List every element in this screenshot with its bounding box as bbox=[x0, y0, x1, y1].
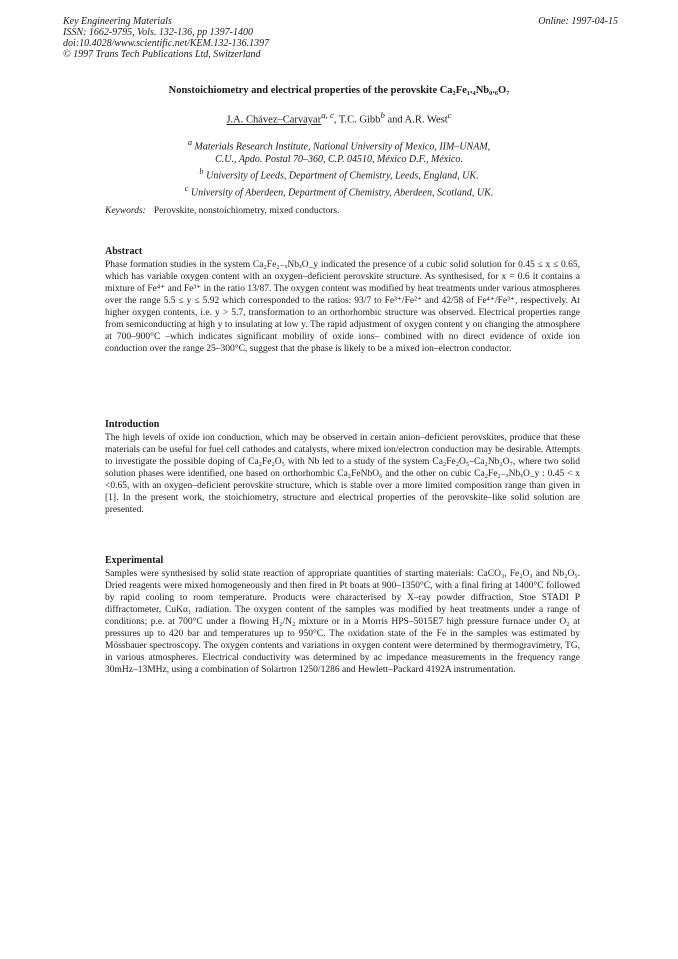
affiliation-line: $^b$ University of Leeds, Department of Chemistry, Leeds, England, UK. bbox=[199, 167, 479, 182]
author-list bbox=[0, 110, 678, 126]
abstract-heading: Abstract bbox=[105, 246, 143, 257]
abstract-body: Phase formation studies in the system Ca₂Fe₂₋ₓNbₓO_y indicated the presence of a cubic solid solution for 0.45 ≤ x ≤ 0.65, which has variable oxygen content with an oxygen–deficient perovskite structure. As synthesised, for x = 0.6 it contains a mixture of Fe⁴⁺ and Fe³⁺ in the ratio 13/87. The oxygen content was modified by heat treatments under various atmospheres over the range 5.5 ≤ y ≤ 5.92 which corresponded to the ratios: 93/7 to Fe³⁺/Fe²⁺ and 42/58 of Fe⁴⁺/Fe³⁺, respectively. At higher oxygen contents, i.e. y > 5.7, transformation to an orthorhombic structure was observed. Electrical properties range from semiconducting at high y to insulating at low y. The rapid adjustment of oxygen content y on changing the atmosphere at 700–900°C –which indicates significant mobility of oxide ions– combined with no direct evidence of oxide ion conduction over the range 25–300°C, suggest that the phase is likely to be a mixed ion–electron conductor. bbox=[105, 260, 580, 354]
affiliations bbox=[0, 137, 678, 200]
journal-header bbox=[63, 16, 269, 60]
experimental-body: Samples were synthesised by solid state reaction of appropriate quantities of starting materials: CaCO₃, Fe₂O₃ and Nb₂O₅. Dried reagents were mixed homogeneously and then fired in Pt boats at 900–1350°C, with a final firing at 1400°C followed by rapid cooling to room temperature. Products were characterised by X–ray powder diffraction, Stoe STADI P diffractometer, CuKα₁ radiation. The oxygen content of the samples was modified by heat treatments under a range of conditions; p.e. at 700°C under a flowing H₂/N₂ mixture or in a Morris HPS–5015E7 high pressure furnace under O₂ at pressures up to 420 bar and temperatures up to 950°C. The oxidation state of the Fe in the samples was estimated by Mössbauer spectroscopy. The oxygen contents and variations in oxygen content were determined by thermogravimetry, TG, in various atmospheres. Electrical conductivity was determined by ac impedance measurements in the frequency range 30mHz–13MHz, using a combination of Solartron 1250/1286 and Hewlett–Packard 4192A instrumentation. bbox=[105, 569, 580, 675]
author-affil-mark: c bbox=[447, 110, 452, 120]
experimental-heading: Experimental bbox=[105, 555, 164, 566]
keywords-text: Perovskite, nonstoichiometry, mixed conductors. bbox=[153, 206, 340, 216]
online-date: Online: 1997-04-15 bbox=[538, 16, 618, 27]
paper-title: Nonstoichiometry and electrical properties of the perovskite Ca₂Fe₁.₄Nb₀.₆O₇ bbox=[168, 85, 510, 96]
introduction-body: The high levels of oxide ion conduction, which may be observed in certain anion–deficient perovskites, produce that these materials can be useful for fuel cell cathodes and catalysts, where mixed ion/electron conduction may be desirable. Attempts to investigate the possible doping of Ca₂Fe₂O₅ with Nb led to a study of the system Ca₂Fe₂O₅–Ca₂Nb₂O₇, where two solid solution phases were identified, one based on orthorhombic Ca₂FeNbO₆ and the other on cubic Ca₂Fe₂₋ₓNbₓO_y : 0.45 < x <0.65, with an oxygen–deficient perovskite structure, which is stable over a more limited composition range than given in [1]. In the present work, the stoichiometry, structure and electrical properties of the perovskite–like solid solution are presented. bbox=[105, 433, 580, 515]
affiliation-line: C.U., Apdo. Postal 70–360, C.P. 04510, México D.F., México. bbox=[215, 153, 463, 165]
author-name: , T.C. Gibb bbox=[333, 114, 381, 126]
affiliation-line: $^c$ University of Aberdeen, Department of Chemistry, Aberdeen, Scotland, UK. bbox=[184, 184, 494, 199]
author-affil-mark: b bbox=[380, 110, 385, 120]
doi-line: doi:10.4028/www.scientific.net/KEM.132-136.1397 bbox=[63, 38, 270, 49]
affiliation-mark: b bbox=[199, 167, 204, 177]
affiliation-mark: c bbox=[184, 184, 189, 194]
introduction-section bbox=[105, 419, 580, 516]
keywords-label: Keywords: bbox=[105, 206, 146, 216]
journal-name: Key Engineering Materials bbox=[63, 16, 172, 27]
copyright-line: © 1997 Trans Tech Publications Ltd, Switzerland bbox=[63, 49, 261, 60]
affiliation-line: $^a$ Materials Research Institute, National University of Mexico, IIM–UNAM, bbox=[187, 138, 491, 153]
introduction-heading: Introduction bbox=[105, 419, 160, 430]
experimental-section bbox=[105, 555, 580, 676]
author-name: J.A. Chávez–Carvayar bbox=[226, 114, 322, 126]
keywords bbox=[105, 206, 339, 216]
affiliation-mark: a bbox=[187, 138, 192, 147]
author-affil-mark: a, c bbox=[321, 110, 334, 120]
abstract-section bbox=[105, 246, 580, 355]
issn-line: ISSN: 1662-9795, Vols. 132-136, pp 1397-1400 bbox=[63, 27, 253, 38]
author-name: and A.R. West bbox=[384, 114, 448, 126]
